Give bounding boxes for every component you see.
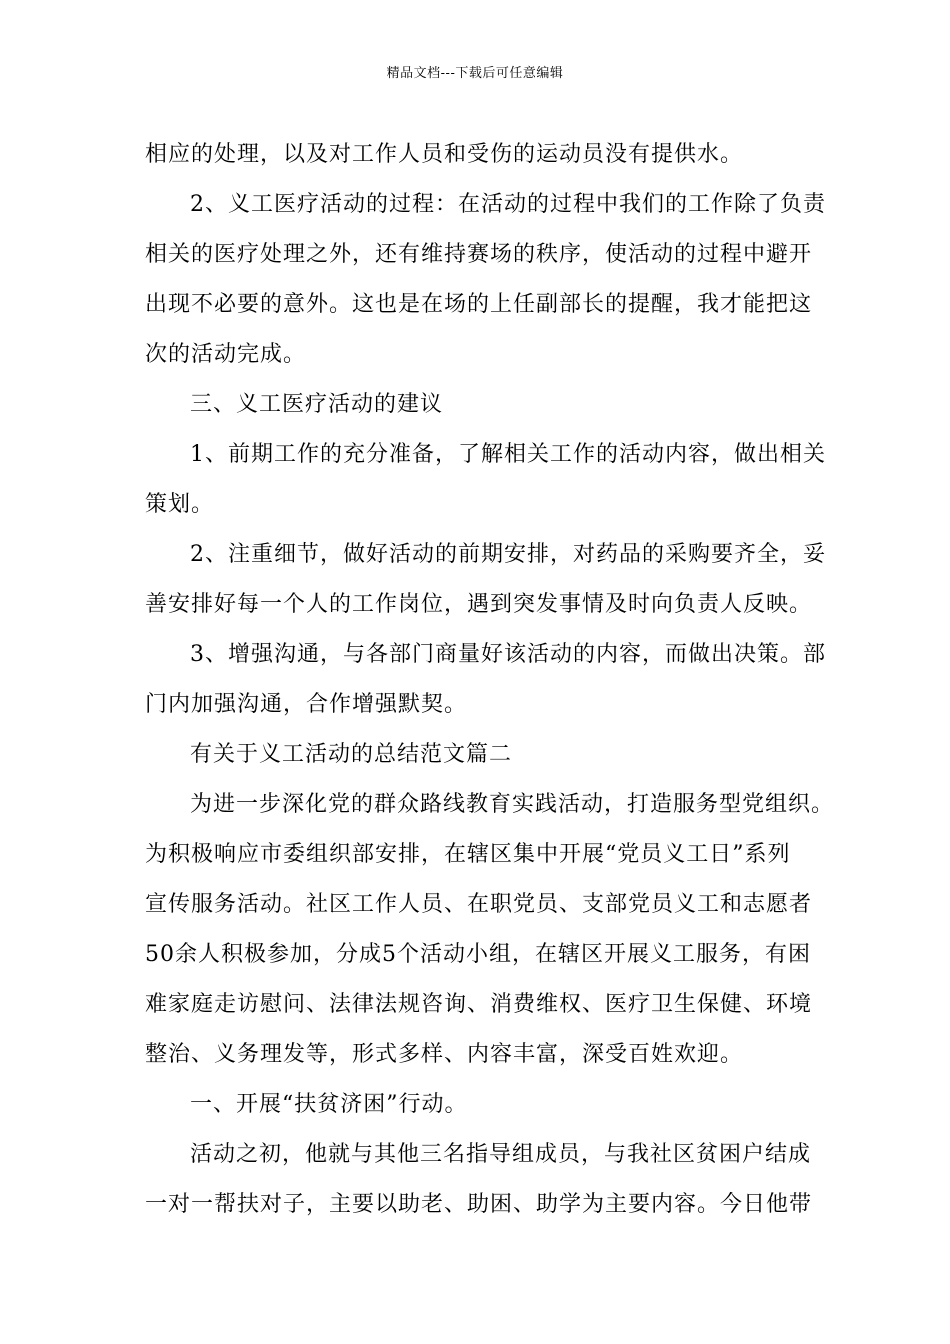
text-line: 1、前期工作的充分准备，了解相关工作的活动内容，做出相关: [190, 442, 826, 467]
text-line: 为进一步深化党的群众路线教育实践活动，打造服务型党组织。: [190, 792, 835, 817]
document-body: [145, 130, 835, 1230]
page-header: 精品文档---下载后可任意编辑: [386, 66, 564, 81]
text-line: 门内加强沟通，合作增强默契。: [145, 692, 468, 717]
text-line: 善安排好每一个人的工作岗位，遇到突发事情及时向负责人反映。: [145, 592, 813, 617]
text-line: 出现不必要的意外。这也是在场的上任副部长的提醒，我才能把这: [145, 292, 813, 317]
text-line: 策划。: [145, 492, 215, 517]
text-line: 2、注重细节，做好活动的前期安排，对药品的采购要齐全，妥: [190, 542, 826, 567]
text-line: 相关的医疗处理之外，还有维持赛场的秩序，使活动的过程中避开: [145, 242, 813, 267]
text-line: 相应的处理，以及对工作人员和受伤的运动员没有提供水。: [145, 142, 744, 167]
text-line: 50余人积极参加，分成5个活动小组，在辖区开展义工服务，有困: [145, 942, 811, 967]
text-line: 活动之初，他就与其他三名指导组成员，与我社区贫困户结成: [190, 1142, 812, 1167]
text-line: 2、义工医疗活动的过程：在活动的过程中我们的工作除了负责: [190, 192, 826, 217]
text-line: 3、增强沟通，与各部门商量好该活动的内容，而做出决策。部: [190, 642, 826, 667]
article-title: 有关于义工活动的总结范文篇二: [190, 742, 513, 767]
text-line: 一对一帮扶对子，主要以助老、助困、助学为主要内容。今日他带: [145, 1192, 813, 1217]
text-line: 为积极响应市委组织部安排，在辖区集中开展“党员义工日”系列: [145, 842, 791, 867]
section-heading: 三、义工医疗活动的建议: [190, 392, 444, 417]
section-heading: 一、开展“扶贫济困”行动。: [190, 1092, 468, 1117]
text-line: 次的活动完成。: [145, 342, 307, 367]
text-line: 整治、义务理发等，形式多样、内容丰富，深受百姓欢迎。: [145, 1042, 744, 1067]
text-line: 宣传服务活动。社区工作人员、在职党员、支部党员义工和志愿者: [145, 892, 813, 917]
text-line: 难家庭走访慰问、法律法规咨询、消费维权、医疗卫生保健、环境: [145, 992, 813, 1017]
